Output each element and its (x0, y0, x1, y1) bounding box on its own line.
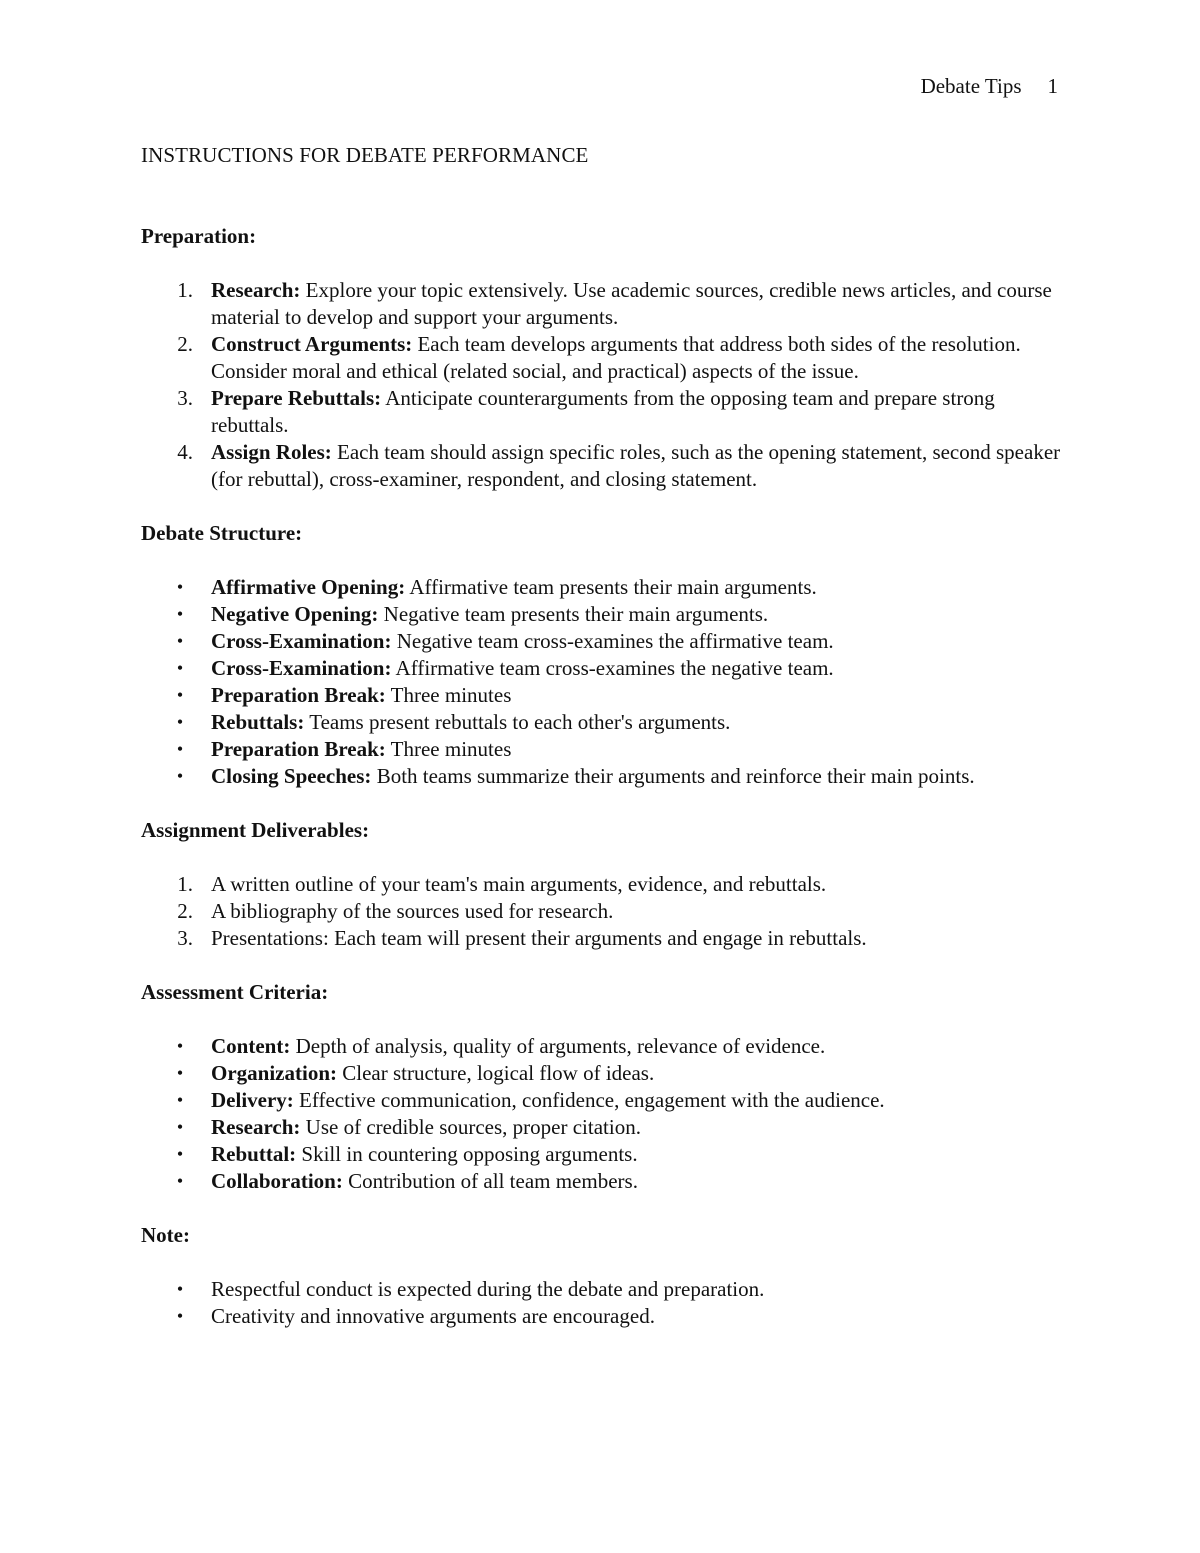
bullet-icon: • (176, 577, 184, 597)
item-term: Prepare Rebuttals: (211, 386, 382, 410)
bullet-icon: • (176, 1144, 184, 1164)
list-item (141, 1033, 1061, 1060)
item-text: Use of credible sources, proper citation. (300, 1115, 641, 1139)
bullet-icon: • (176, 631, 184, 651)
item-text: Teams present rebuttals to each other's arguments. (304, 710, 731, 734)
list-item (141, 682, 1061, 709)
list-marker: 4. (177, 440, 193, 464)
list-item (141, 925, 1061, 952)
list-marker: 2. (177, 899, 193, 923)
item-text: Negative team presents their main arguments. (378, 602, 769, 626)
list-item (141, 1168, 1061, 1195)
section-heading-assessment-criteria: Assessment Criteria: (141, 980, 329, 1004)
list-item (141, 655, 1061, 682)
list-marker: 1. (177, 278, 193, 302)
list-item (141, 736, 1061, 763)
section-heading-preparation: Preparation: (141, 224, 257, 248)
item-term: Cross-Examination: (211, 656, 392, 680)
bullet-icon: • (176, 685, 184, 705)
document-body (141, 142, 1061, 1357)
item-term: Negative Opening: (211, 602, 379, 626)
list-item (141, 709, 1061, 736)
item-term: Construct Arguments: (211, 332, 413, 356)
list-item (141, 1141, 1061, 1168)
item-term: Research: (211, 1115, 301, 1139)
list-item (141, 763, 1061, 790)
item-text: Contribution of all team members. (342, 1169, 638, 1193)
item-text: Explore your topic extensively. Use academic sources, credible news articles, and course material to develop and support your arguments. (211, 278, 1052, 329)
assessment-criteria-list (141, 1033, 1061, 1195)
list-item (141, 1114, 1061, 1141)
item-text: Effective communication, confidence, engagement with the audience. (293, 1088, 885, 1112)
item-text: Clear structure, logical flow of ideas. (337, 1061, 655, 1085)
list-item (141, 439, 1061, 493)
deliverables-list (141, 871, 1061, 952)
item-text: Both teams summarize their arguments and reinforce their main points. (371, 764, 975, 788)
bullet-icon: • (176, 604, 184, 624)
note-list (141, 1276, 1061, 1330)
list-item (141, 871, 1061, 898)
debate-structure-list (141, 574, 1061, 790)
preparation-list (141, 277, 1061, 493)
item-text: Skill in countering opposing arguments. (296, 1142, 638, 1166)
section-heading-debate-structure: Debate Structure: (141, 521, 303, 545)
list-item (141, 574, 1061, 601)
item-text: Three minutes (385, 683, 512, 707)
item-term: Rebuttals: (211, 710, 305, 734)
list-item (141, 277, 1061, 331)
item-text: Depth of analysis, quality of arguments, relevance of evidence. (290, 1034, 826, 1058)
bullet-icon: • (176, 766, 184, 786)
list-marker: 2. (177, 332, 193, 356)
list-item (141, 1060, 1061, 1087)
bullet-icon: • (176, 658, 184, 678)
item-text: Three minutes (385, 737, 512, 761)
list-item (141, 1276, 1061, 1303)
list-item (141, 331, 1061, 385)
running-header (921, 72, 1058, 100)
item-term: Organization: (211, 1061, 337, 1085)
item-term: Content: (211, 1034, 291, 1058)
list-item (141, 1303, 1061, 1330)
bullet-icon: • (176, 712, 184, 732)
item-term: Preparation Break: (211, 737, 386, 761)
bullet-icon: • (176, 1063, 184, 1083)
list-item (141, 601, 1061, 628)
item-term: Affirmative Opening: (211, 575, 406, 599)
item-text: A written outline of your team's main arguments, evidence, and rebuttals. (211, 872, 827, 896)
item-text: Creativity and innovative arguments are encouraged. (211, 1304, 655, 1328)
item-text: Affirmative team presents their main arguments. (405, 575, 817, 599)
item-text: Affirmative team cross-examines the negative team. (391, 656, 834, 680)
list-item (141, 385, 1061, 439)
item-term: Delivery: (211, 1088, 294, 1112)
item-term: Closing Speeches: (211, 764, 372, 788)
item-term: Assign Roles: (211, 440, 332, 464)
list-marker: 1. (177, 872, 193, 896)
item-text: Respectful conduct is expected during the debate and preparation. (211, 1277, 765, 1301)
bullet-icon: • (176, 1090, 184, 1110)
item-term: Preparation Break: (211, 683, 386, 707)
item-text: Presentations: Each team will present their arguments and engage in rebuttals. (211, 926, 867, 950)
list-marker: 3. (177, 386, 193, 410)
item-term: Collaboration: (211, 1169, 343, 1193)
list-item (141, 628, 1061, 655)
running-title: Debate Tips (920, 74, 1022, 98)
bullet-icon: • (176, 1306, 184, 1326)
item-term: Rebuttal: (211, 1142, 297, 1166)
item-term: Research: (211, 278, 301, 302)
item-text: Each team should assign specific roles, such as the opening statement, second speaker (for rebuttal), cross-examiner, respondent, and closing statement. (211, 440, 1061, 491)
item-term: Cross-Examination: (211, 629, 392, 653)
list-marker: 3. (177, 926, 193, 950)
bullet-icon: • (176, 1036, 184, 1056)
document-title: INSTRUCTIONS FOR DEBATE PERFORMANCE (141, 143, 589, 167)
section-heading-deliverables: Assignment Deliverables: (141, 818, 370, 842)
item-text: Each team develops arguments that address both sides of the resolution. Consider moral and ethical (related social, and practical) aspects of the issue. (211, 332, 1021, 383)
page-number: 1 (1047, 74, 1058, 98)
section-heading-note: Note: (141, 1223, 190, 1247)
bullet-icon: • (176, 1171, 184, 1191)
item-text: A bibliography of the sources used for research. (211, 899, 614, 923)
bullet-icon: • (176, 1117, 184, 1137)
list-item (141, 1087, 1061, 1114)
bullet-icon: • (176, 1279, 184, 1299)
item-text: Negative team cross-examines the affirmative team. (391, 629, 834, 653)
item-text: Anticipate counterarguments from the opposing team and prepare strong rebuttals. (211, 386, 995, 437)
list-item (141, 898, 1061, 925)
bullet-icon: • (176, 739, 184, 759)
